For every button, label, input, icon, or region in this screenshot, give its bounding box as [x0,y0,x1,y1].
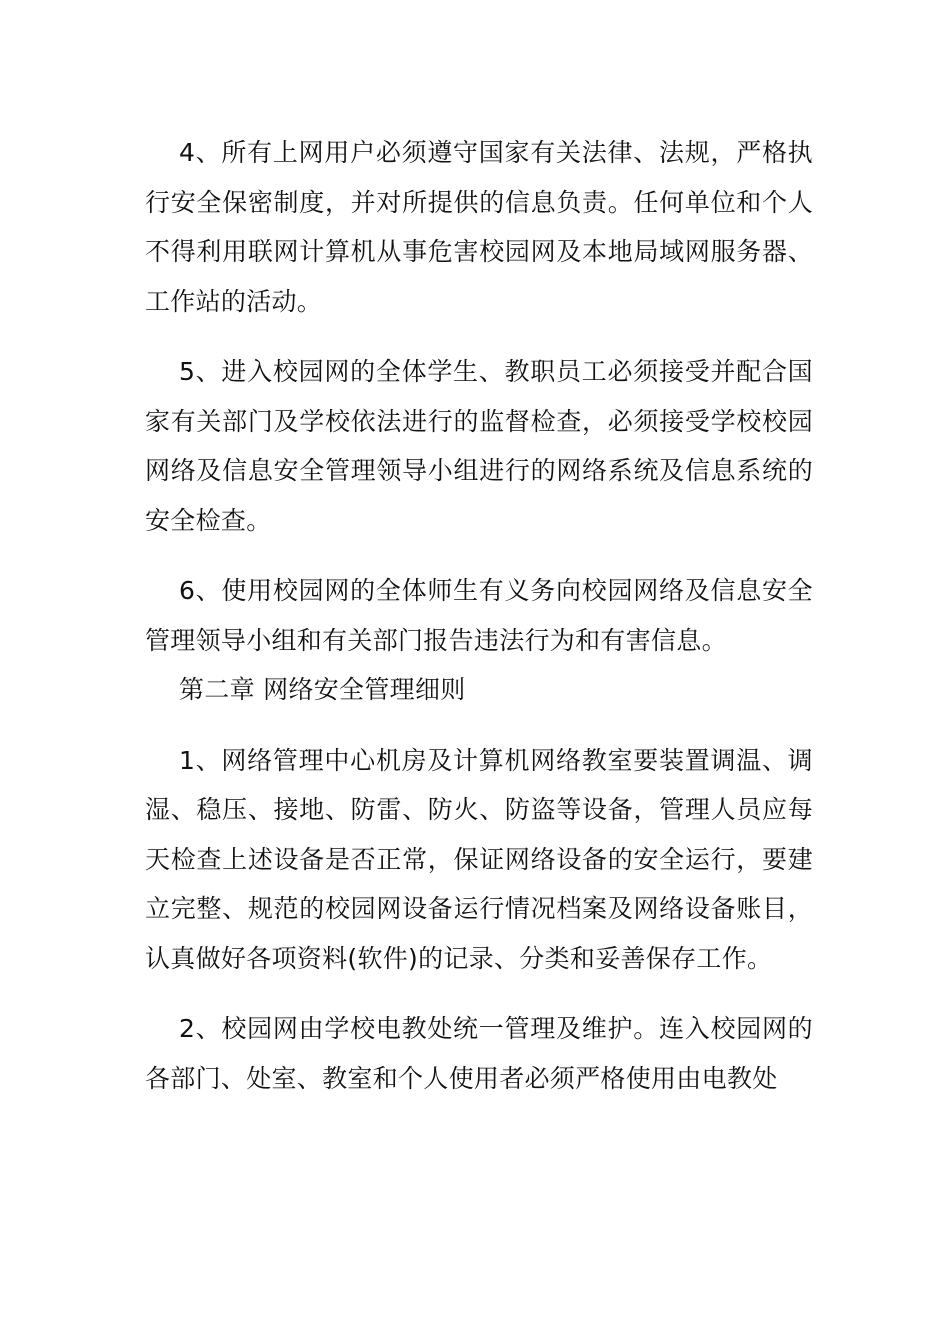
document-body [145,128,813,1103]
paragraph-rule-6: 6、使用校园网的全体师生有义务向校园网络及信息安全管理领导小组和有关部门报告违法行为和有害信息。 [145,576,813,655]
paragraph-rule-5: 5、进入校园网的全体学生、教职员工必须接受并配合国家有关部门及学校依法进行的监督检查，必须接受学校校园网络及信息安全管理领导小组进行的网络系统及信息系统的安全检查。 [145,357,813,535]
paragraph-detail-2: 2、校园网由学校电教处统一管理及维护。连入校园网的各部门、处室、教室和个人使用者必须严格使用由电教处 [145,1014,813,1093]
paragraph-rule-4: 4、所有上网用户必须遵守国家有关法律、法规，严格执行安全保密制度，并对所提供的信息负责。任何单位和个人不得利用联网计算机从事危害校园网及本地局域网服务器、工作站的活动。 [145,138,813,316]
chapter-heading: 第二章 网络安全管理细则 [179,675,466,704]
paragraph-detail-1: 1、网络管理中心机房及计算机网络教室要装置调温、调湿、稳压、接地、防雷、防火、防盗等设备，管理人员应每天检查上述设备是否正常，保证网络设备的安全运行，要建立完整、规范的校园网设备运行情况档案及网络设备账目，认真做好各项资料(软件)的记录、分类和妥善保存工作。 [145,745,813,973]
